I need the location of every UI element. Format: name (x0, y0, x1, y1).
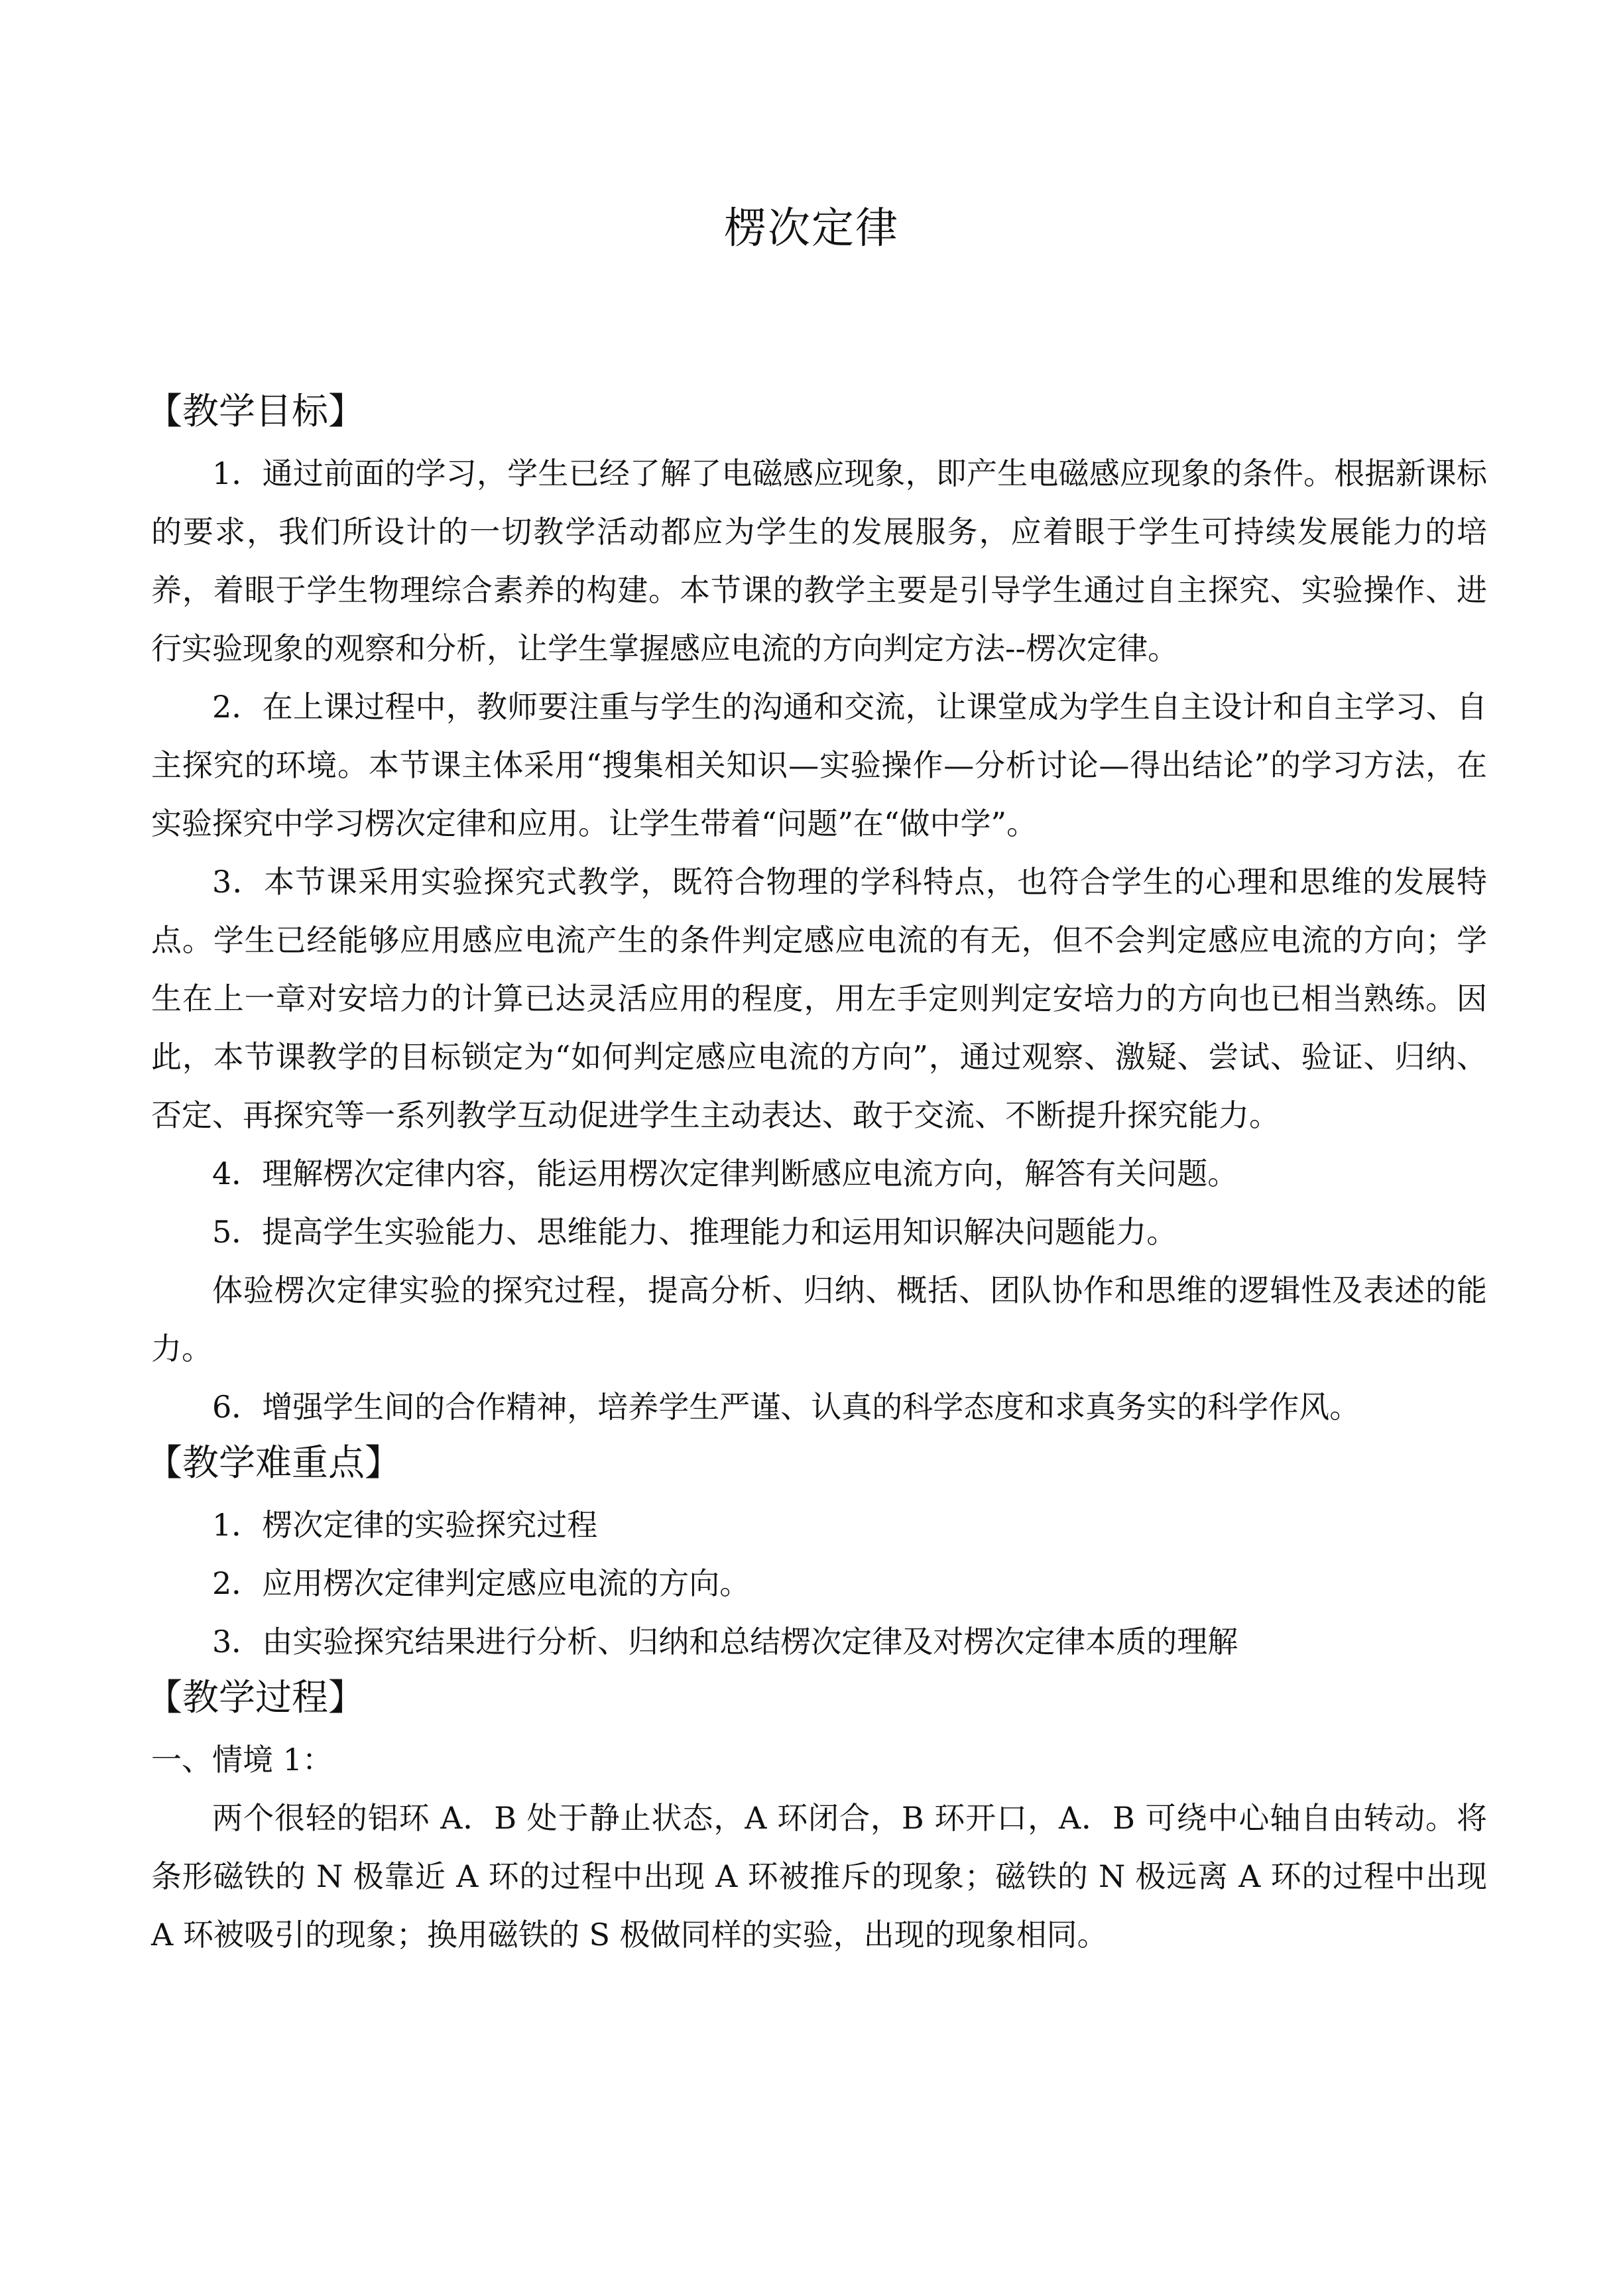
document-body (146, 385, 1487, 1964)
page-title: 楞次定律 (724, 204, 899, 253)
goal-paragraph: 1．通过前面的学习，学生已经了解了电磁感应现象，即产生电磁感应现象的条件。根据新课标的要求，我们所设计的一切教学活动都应为学生的发展服务，应着眼于学生可持续发展能力的培养，着眼于学生物理综合素养的构建。本节课的教学主要是引导学生通过自主探究、实验操作、进行实验现象的观察和分析，让学生掌握感应电流的方向判定方法--楞次定律。 (151, 455, 1487, 666)
goal-paragraph: 5．提高学生实验能力、思维能力、推理能力和运用知识解决问题能力。 (212, 1214, 1177, 1250)
goal-paragraph: 体验楞次定律实验的探究过程，提高分析、归纳、概括、团队协作和思维的逻辑性及表述的能力。 (151, 1272, 1487, 1366)
section-difficulties (146, 1436, 1487, 1671)
goal-paragraph: 4．理解楞次定律内容，能运用楞次定律判断感应电流方向，解答有关问题。 (212, 1156, 1238, 1191)
section-heading-process: 【教学过程】 (146, 1676, 365, 1719)
difficulty-paragraph: 1．楞次定律的实验探究过程 (212, 1507, 598, 1543)
difficulty-paragraph: 2．应用楞次定律判定感应电流的方向。 (212, 1565, 751, 1601)
difficulty-paragraph: 3．由实验探究结果进行分析、归纳和总结楞次定律及对楞次定律本质的理解 (212, 1624, 1238, 1660)
goal-paragraph: 6．增强学生间的合作精神，培养学生严谨、认真的科学态度和求真务实的科学作风。 (212, 1389, 1360, 1425)
section-process (146, 1671, 1487, 1964)
section-heading-goals: 【教学目标】 (146, 390, 365, 432)
goal-paragraph: 2．在上课过程中，教师要注重与学生的沟通和交流，让课堂成为学生自主设计和自主学习、自主探究的环境。本节课主体采用“搜集相关知识—实验操作—分析讨论—得出结论”的学习方法，在实验探究中学习楞次定律和应用。让学生带着“问题”在“做中学”。 (151, 689, 1487, 841)
section-heading-difficulties: 【教学难重点】 (146, 1441, 402, 1484)
process-paragraph: 两个很轻的铝环 A．B 处于静止状态，A 环闭合，B 环开口，A．B 可绕中心轴自由转动。将条形磁铁的 N 极靠近 A 环的过程中出现 A 环被推斥的现象；磁铁的 N 极远离 A 环的过程中出现 A 环被吸引的现象；换用磁铁的 S 极做同样的实验，出现的现象相同。 (151, 1800, 1487, 1953)
section-goals (146, 385, 1487, 1436)
process-subheading: 一、情境 1： (151, 1742, 333, 1778)
goal-paragraph: 3．本节课采用实验探究式教学，既符合物理的学科特点，也符合学生的心理和思维的发展特点。学生已经能够应用感应电流产生的条件判定感应电流的有无，但不会判定感应电流的方向；学生在上一章对安培力的计算已达灵活应用的程度，用左手定则判定安培力的方向也已相当熟练。因此，本节课教学的目标锁定为“如何判定感应电流的方向”，通过观察、激疑、尝试、验证、归纳、否定、再探究等一系列教学互动促进学生主动表达、敢于交流、不断提升探究能力。 (151, 864, 1487, 1133)
